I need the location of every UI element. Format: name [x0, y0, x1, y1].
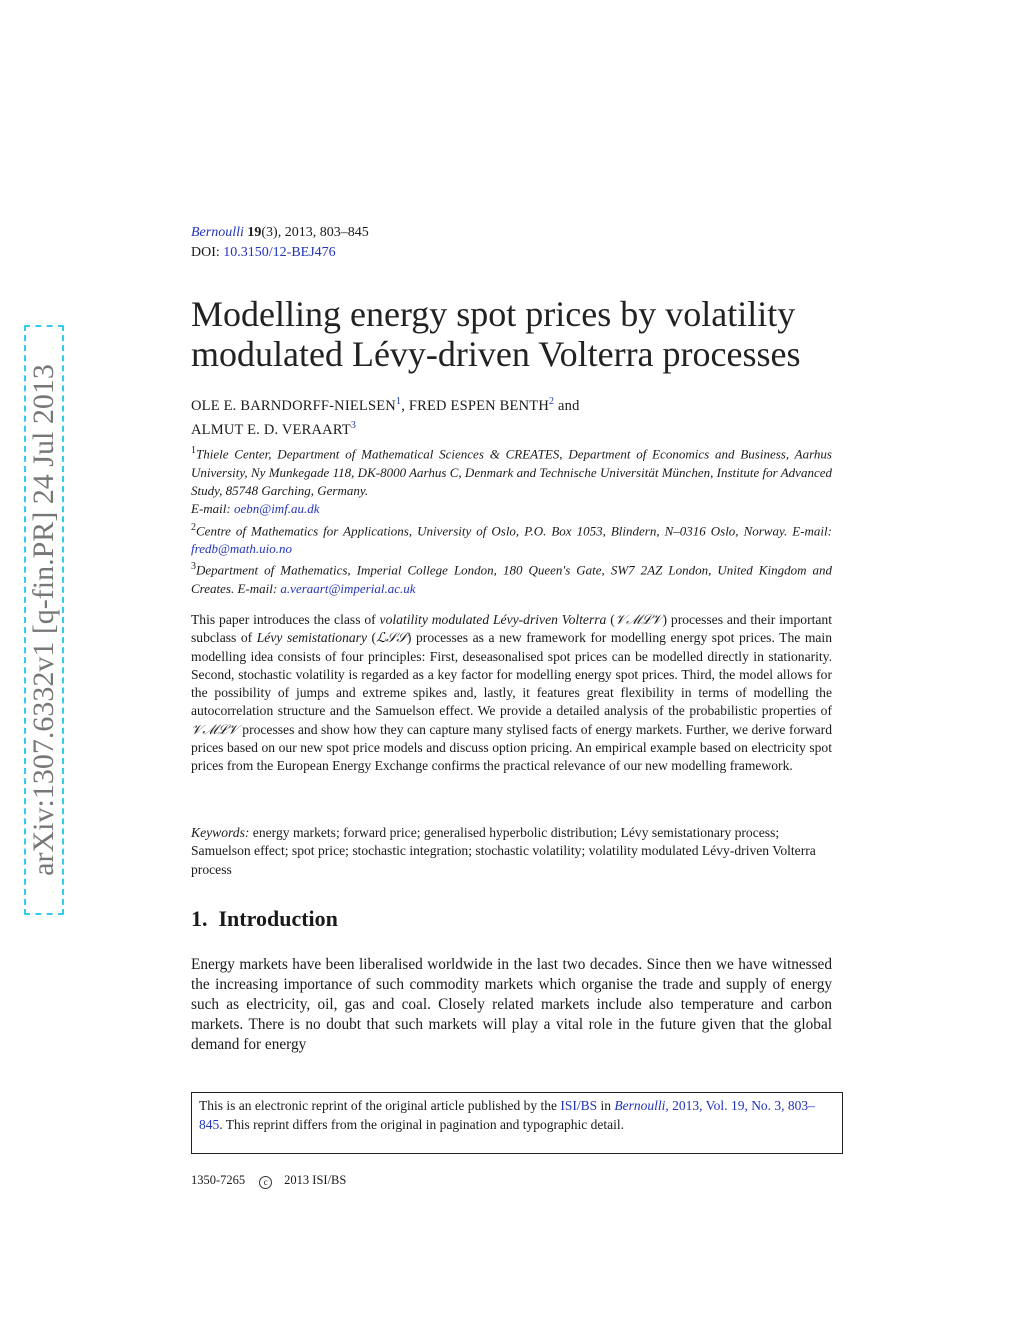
email-link-2[interactable]: fredb@math.uio.no [191, 541, 293, 557]
arxiv-stamp [24, 325, 64, 915]
isi-bs-link[interactable]: ISI/BS [560, 1098, 598, 1113]
keywords-text: energy markets; forward price; generalised hyperbolic distribution; Lévy semistationary process; Samuelson effect; spot price; stochastic integration; stochastic volatility; volatility modulated Lévy-driven Volterra process [191, 825, 816, 877]
affiliation-1 [191, 442, 832, 519]
author-list [191, 392, 832, 440]
abstract-text: ( [606, 612, 615, 627]
affiliation-3-text: Department of Mathematics, Imperial College London, 180 Queen's Gate, SW7 2AZ London, United Kingdom and Creates. E-mail: [191, 562, 832, 597]
bernoulli-link[interactable]: Bernoulli [614, 1098, 666, 1113]
abstract-emphasis: volatility modulated Lévy-driven Volterra [379, 612, 607, 627]
intro-paragraph: Energy markets have been liberalised worldwide in the last two decades. Since then we have witnessed the increasing importance of such commodity markets which organise the trade and supply of energy such as electricity, oil, gas and coal. Closely related markets include also temperature and carbon markets. There is no doubt that such markets will play a vital role in the future given that the global demand for energy [191, 956, 832, 1053]
journal-info [191, 223, 832, 263]
author-2: , FRED ESPEN BENTH [401, 397, 549, 414]
author-3: ALMUT E. D. VERAART [191, 421, 351, 438]
paper-title [191, 294, 832, 374]
author-3-affil-mark[interactable]: 3 [350, 419, 357, 431]
affiliation-1-mark: 1 [191, 445, 196, 456]
author-2-affil-mark[interactable]: 2 [549, 396, 555, 407]
affiliation-2-text: Centre of Mathematics for Applications, University of Oslo, P.O. Box 1053, Blindern, N–0316 Oslo, Norway. E-mail: [196, 522, 832, 538]
doi-link[interactable]: 10.3150/12-BEJ476 [223, 245, 336, 260]
affiliation-3 [191, 558, 832, 598]
affiliation-1-email-label: E-mail: [191, 501, 234, 517]
email-link-3[interactable]: a.veraart@imperial.ac.uk [280, 581, 416, 597]
author-1: OLE E. BARNDORFF-NIELSEN [191, 397, 396, 414]
abstract-text: ) processes and their important subclass of [191, 612, 832, 646]
issn: 1350-7265 [191, 1173, 246, 1187]
section-title: Introduction [218, 906, 338, 931]
journal-issue-pages: (3), 2013, 803–845 [261, 225, 369, 240]
reprint-text: . This reprint differs from the original in pagination and typographic detail. [219, 1116, 625, 1132]
abstract-text: ( [367, 630, 377, 646]
abstract-math: 𝒱ℳℒ𝒱 [191, 721, 239, 737]
keywords [191, 824, 832, 879]
affiliation-2-mark: 2 [191, 521, 196, 533]
reprint-text: in [597, 1098, 615, 1113]
reprint-notice [191, 1092, 843, 1154]
affiliation-1-text: Thiele Center, Department of Mathematical Sciences & CREATES, Department of Economics and Business, Aarhus University, Ny Munkegade 118, DK-8000 Aarhus C, Denmark and Technische Universität München, Institute for Advanced Study, 85748 Garching, Germany. [191, 446, 832, 498]
author-1-affil-mark[interactable]: 1 [395, 396, 402, 407]
copyright-text: 2013 ISI/BS [284, 1173, 347, 1187]
copyright-icon: c [259, 1176, 272, 1189]
affiliation-3-mark: 3 [191, 561, 196, 573]
page-footer [191, 1173, 832, 1189]
paper-title-line-2: modulated Lévy-driven Volterra processes [191, 334, 801, 374]
arxiv-stamp-text: arXiv:1307.6332v1 [q-fin.PR] 24 Jul 2013 [27, 364, 61, 876]
affiliation-2 [191, 519, 832, 559]
section-heading [191, 906, 832, 932]
paper-title-line-1: Modelling energy spot prices by volatility [191, 294, 796, 334]
doi-label: DOI: [191, 245, 220, 260]
journal-volume: 19 [247, 225, 262, 240]
abstract-text: This paper introduces the class of [191, 612, 380, 627]
abstract-text: ) processes as a new framework for modelling energy spot prices. The main modelling idea consists of four principles: First, deseasonalised spot prices can be modelled directly in stationarity. Second, stochastic volatility is regarded as a key factor for modelling energy spot prices. Third, the model allows for the possibility of jumps and extreme spikes and, lastly, it features great flexibility in terms of modelling the autocorrelation structure and the Samuelson effect. We provide a detailed analysis of the probabilistic properties of [191, 630, 833, 719]
abstract-math: 𝒱ℳℒ𝒱 [614, 612, 663, 627]
section-number: 1. [191, 906, 208, 931]
abstract-text: processes and show how they can capture many stylised facts of energy markets. Further, we derive forward prices based on our new spot price models and discuss option pricing. An empirical example based on electricity spot prices from the European Energy Exchange confirms the practical relevance of our new modelling framework. [191, 721, 832, 774]
abstract-emphasis: Lévy semistationary [256, 630, 367, 646]
issue-link[interactable]: , 2013, Vol. 19, No. 3, 803–845 [199, 1098, 815, 1132]
reprint-text: This is an electronic reprint of the original article published by the [199, 1098, 561, 1113]
abstract [191, 611, 832, 776]
keywords-label: Keywords: [191, 825, 250, 840]
abstract-math: ℒ𝒮𝒮 [376, 630, 407, 646]
affiliations [191, 442, 832, 598]
author-and: and [554, 397, 580, 414]
journal-name-link[interactable]: Bernoulli [191, 225, 244, 240]
email-link-1[interactable]: oebn@imf.au.dk [233, 501, 320, 517]
